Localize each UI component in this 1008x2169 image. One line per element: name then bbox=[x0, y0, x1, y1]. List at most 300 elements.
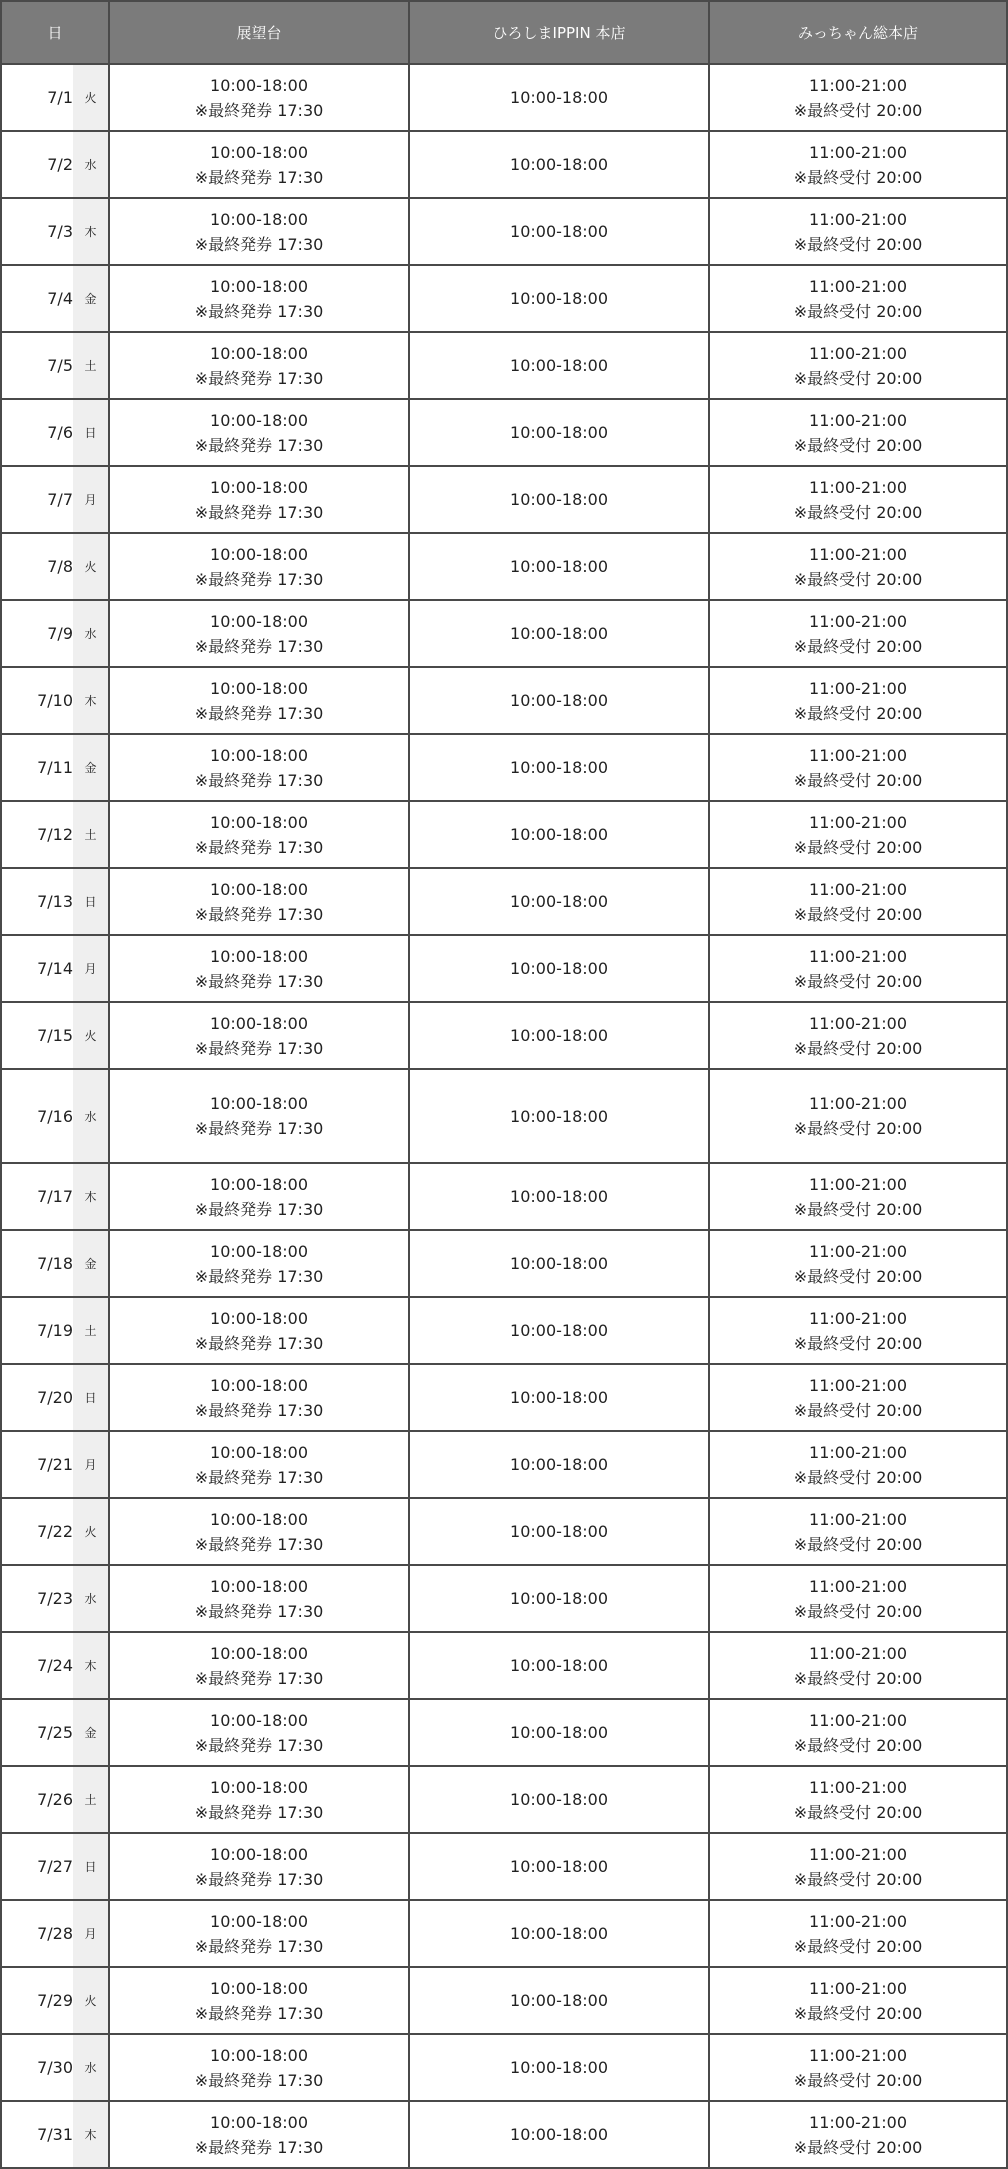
mitchan-last-order: ※最終受付 20:00 bbox=[793, 2137, 923, 2157]
observatory-last-ticket: ※最終発券 17:30 bbox=[194, 368, 324, 388]
mitchan-hours-cell bbox=[709, 1230, 1007, 1297]
table-row bbox=[1, 64, 1007, 131]
table-row bbox=[1, 1069, 1007, 1163]
ippin-hours-cell bbox=[409, 1297, 709, 1364]
mitchan-last-order: ※最終受付 20:00 bbox=[793, 837, 923, 857]
mitchan-last-order: ※最終受付 20:00 bbox=[793, 100, 923, 120]
weekday-cell: 月 bbox=[73, 935, 109, 1002]
mitchan-last-order: ※最終受付 20:00 bbox=[793, 1400, 923, 1420]
mitchan-last-order: ※最終受付 20:00 bbox=[793, 1534, 923, 1554]
observatory-hours: 10:00-18:00 bbox=[210, 343, 309, 363]
ippin-hours-cell bbox=[409, 1069, 709, 1163]
observatory-hours: 10:00-18:00 bbox=[210, 1442, 309, 1462]
weekday-cell: 土 bbox=[73, 1297, 109, 1364]
table-row bbox=[1, 399, 1007, 466]
ippin-hours: 10:00-18:00 bbox=[510, 892, 609, 911]
header-mitchan: みっちゃん総本店 bbox=[709, 1, 1007, 64]
ippin-hours-cell bbox=[409, 868, 709, 935]
observatory-hours-cell bbox=[109, 198, 409, 265]
observatory-hours: 10:00-18:00 bbox=[210, 1978, 309, 1998]
observatory-hours-cell bbox=[109, 1699, 409, 1766]
observatory-hours: 10:00-18:00 bbox=[210, 1911, 309, 1931]
header-ippin: ひろしまIPPIN 本店 bbox=[409, 1, 709, 64]
weekday-cell: 火 bbox=[73, 533, 109, 600]
ippin-hours-cell bbox=[409, 64, 709, 131]
mitchan-hours: 11:00-21:00 bbox=[809, 946, 908, 966]
date-cell: 7/11 bbox=[1, 734, 73, 801]
ippin-hours: 10:00-18:00 bbox=[510, 2058, 609, 2077]
table-row bbox=[1, 1364, 1007, 1431]
mitchan-hours: 11:00-21:00 bbox=[809, 745, 908, 765]
weekday-cell: 日 bbox=[73, 1833, 109, 1900]
ippin-hours: 10:00-18:00 bbox=[510, 691, 609, 710]
date-cell: 7/16 bbox=[1, 1069, 73, 1163]
mitchan-hours: 11:00-21:00 bbox=[809, 276, 908, 296]
observatory-hours-cell bbox=[109, 1833, 409, 1900]
observatory-hours: 10:00-18:00 bbox=[210, 477, 309, 497]
weekday-cell: 火 bbox=[73, 1002, 109, 1069]
ippin-hours-cell bbox=[409, 1364, 709, 1431]
mitchan-last-order: ※最終受付 20:00 bbox=[793, 301, 923, 321]
table-row bbox=[1, 2101, 1007, 2168]
table-row bbox=[1, 533, 1007, 600]
observatory-hours: 10:00-18:00 bbox=[210, 142, 309, 162]
observatory-hours-cell bbox=[109, 1163, 409, 1230]
date-cell: 7/4 bbox=[1, 265, 73, 332]
observatory-hours-cell bbox=[109, 466, 409, 533]
mitchan-hours-cell bbox=[709, 265, 1007, 332]
ippin-hours-cell bbox=[409, 734, 709, 801]
observatory-hours: 10:00-18:00 bbox=[210, 1094, 309, 1113]
table-row bbox=[1, 600, 1007, 667]
observatory-last-ticket: ※最終発券 17:30 bbox=[194, 1199, 324, 1219]
ippin-hours-cell bbox=[409, 1431, 709, 1498]
mitchan-hours: 11:00-21:00 bbox=[809, 1643, 908, 1663]
observatory-hours: 10:00-18:00 bbox=[210, 1013, 309, 1033]
observatory-last-ticket: ※最終発券 17:30 bbox=[194, 1735, 324, 1755]
mitchan-last-order: ※最終受付 20:00 bbox=[793, 1199, 923, 1219]
ippin-hours: 10:00-18:00 bbox=[510, 758, 609, 777]
observatory-last-ticket: ※最終発券 17:30 bbox=[194, 1936, 324, 1956]
observatory-hours-cell bbox=[109, 332, 409, 399]
ippin-hours-cell bbox=[409, 801, 709, 868]
ippin-hours: 10:00-18:00 bbox=[510, 1321, 609, 1340]
observatory-hours-cell bbox=[109, 265, 409, 332]
ippin-hours-cell bbox=[409, 1632, 709, 1699]
ippin-hours: 10:00-18:00 bbox=[510, 1026, 609, 1045]
observatory-hours: 10:00-18:00 bbox=[210, 946, 309, 966]
mitchan-hours-cell bbox=[709, 1632, 1007, 1699]
mitchan-hours-cell bbox=[709, 1565, 1007, 1632]
ippin-hours: 10:00-18:00 bbox=[510, 1455, 609, 1474]
mitchan-hours-cell bbox=[709, 868, 1007, 935]
ippin-hours-cell bbox=[409, 131, 709, 198]
date-cell: 7/20 bbox=[1, 1364, 73, 1431]
observatory-hours-cell bbox=[109, 1230, 409, 1297]
observatory-last-ticket: ※最終発券 17:30 bbox=[194, 1869, 324, 1889]
observatory-last-ticket: ※最終発券 17:30 bbox=[194, 1038, 324, 1058]
mitchan-hours: 11:00-21:00 bbox=[809, 1978, 908, 1998]
ippin-hours: 10:00-18:00 bbox=[510, 2125, 609, 2144]
weekday-cell: 火 bbox=[73, 1967, 109, 2034]
header-observatory: 展望台 bbox=[109, 1, 409, 64]
weekday-cell: 金 bbox=[73, 265, 109, 332]
table-row bbox=[1, 1565, 1007, 1632]
mitchan-hours: 11:00-21:00 bbox=[809, 1308, 908, 1328]
observatory-hours-cell bbox=[109, 1002, 409, 1069]
mitchan-hours: 11:00-21:00 bbox=[809, 1174, 908, 1194]
mitchan-last-order: ※最終受付 20:00 bbox=[793, 2003, 923, 2023]
mitchan-hours: 11:00-21:00 bbox=[809, 343, 908, 363]
ippin-hours: 10:00-18:00 bbox=[510, 356, 609, 375]
mitchan-hours: 11:00-21:00 bbox=[809, 1844, 908, 1864]
observatory-hours: 10:00-18:00 bbox=[210, 410, 309, 430]
ippin-hours: 10:00-18:00 bbox=[510, 825, 609, 844]
mitchan-last-order: ※最終受付 20:00 bbox=[793, 1936, 923, 1956]
mitchan-last-order: ※最終受付 20:00 bbox=[793, 167, 923, 187]
mitchan-hours: 11:00-21:00 bbox=[809, 1013, 908, 1033]
mitchan-last-order: ※最終受付 20:00 bbox=[793, 1735, 923, 1755]
mitchan-hours-cell bbox=[709, 399, 1007, 466]
mitchan-hours-cell bbox=[709, 1069, 1007, 1163]
mitchan-hours-cell bbox=[709, 1967, 1007, 2034]
mitchan-hours: 11:00-21:00 bbox=[809, 142, 908, 162]
table-row bbox=[1, 1230, 1007, 1297]
observatory-last-ticket: ※最終発券 17:30 bbox=[194, 301, 324, 321]
observatory-hours-cell bbox=[109, 1565, 409, 1632]
weekday-cell: 木 bbox=[73, 198, 109, 265]
observatory-last-ticket: ※最終発券 17:30 bbox=[194, 971, 324, 991]
observatory-hours-cell bbox=[109, 1498, 409, 1565]
observatory-hours: 10:00-18:00 bbox=[210, 1576, 309, 1596]
weekday-cell: 水 bbox=[73, 2034, 109, 2101]
table-row bbox=[1, 801, 1007, 868]
mitchan-hours-cell bbox=[709, 64, 1007, 131]
observatory-hours-cell bbox=[109, 131, 409, 198]
weekday-cell: 金 bbox=[73, 734, 109, 801]
observatory-last-ticket: ※最終発券 17:30 bbox=[194, 1668, 324, 1688]
observatory-last-ticket: ※最終発券 17:30 bbox=[194, 100, 324, 120]
table-row bbox=[1, 1297, 1007, 1364]
weekday-cell: 日 bbox=[73, 868, 109, 935]
ippin-hours-cell bbox=[409, 399, 709, 466]
ippin-hours: 10:00-18:00 bbox=[510, 1187, 609, 1206]
table-row bbox=[1, 1900, 1007, 1967]
ippin-hours: 10:00-18:00 bbox=[510, 557, 609, 576]
table-row bbox=[1, 332, 1007, 399]
ippin-hours: 10:00-18:00 bbox=[510, 959, 609, 978]
mitchan-hours: 11:00-21:00 bbox=[809, 544, 908, 564]
ippin-hours: 10:00-18:00 bbox=[510, 423, 609, 442]
date-cell: 7/18 bbox=[1, 1230, 73, 1297]
observatory-last-ticket: ※最終発券 17:30 bbox=[194, 1601, 324, 1621]
weekday-cell: 木 bbox=[73, 667, 109, 734]
observatory-hours-cell bbox=[109, 1069, 409, 1163]
mitchan-hours: 11:00-21:00 bbox=[809, 1375, 908, 1395]
ippin-hours: 10:00-18:00 bbox=[510, 1589, 609, 1608]
weekday-cell: 木 bbox=[73, 1632, 109, 1699]
observatory-hours-cell bbox=[109, 734, 409, 801]
ippin-hours: 10:00-18:00 bbox=[510, 1790, 609, 1809]
table-row bbox=[1, 2034, 1007, 2101]
mitchan-last-order: ※最終受付 20:00 bbox=[793, 770, 923, 790]
ippin-hours: 10:00-18:00 bbox=[510, 1723, 609, 1742]
observatory-last-ticket: ※最終発券 17:30 bbox=[194, 1802, 324, 1822]
weekday-cell: 土 bbox=[73, 1766, 109, 1833]
table-row bbox=[1, 466, 1007, 533]
mitchan-hours: 11:00-21:00 bbox=[809, 1241, 908, 1261]
ippin-hours-cell bbox=[409, 2034, 709, 2101]
date-cell: 7/10 bbox=[1, 667, 73, 734]
date-cell: 7/19 bbox=[1, 1297, 73, 1364]
date-cell: 7/29 bbox=[1, 1967, 73, 2034]
date-cell: 7/26 bbox=[1, 1766, 73, 1833]
mitchan-hours-cell bbox=[709, 332, 1007, 399]
observatory-hours-cell bbox=[109, 935, 409, 1002]
ippin-hours-cell bbox=[409, 1163, 709, 1230]
date-cell: 7/25 bbox=[1, 1699, 73, 1766]
observatory-hours: 10:00-18:00 bbox=[210, 1643, 309, 1663]
mitchan-last-order: ※最終受付 20:00 bbox=[793, 569, 923, 589]
mitchan-hours: 11:00-21:00 bbox=[809, 1576, 908, 1596]
date-cell: 7/24 bbox=[1, 1632, 73, 1699]
mitchan-hours-cell bbox=[709, 1163, 1007, 1230]
mitchan-hours-cell bbox=[709, 131, 1007, 198]
ippin-hours-cell bbox=[409, 667, 709, 734]
date-cell: 7/27 bbox=[1, 1833, 73, 1900]
mitchan-hours-cell bbox=[709, 1900, 1007, 1967]
ippin-hours: 10:00-18:00 bbox=[510, 222, 609, 241]
date-cell: 7/2 bbox=[1, 131, 73, 198]
observatory-last-ticket: ※最終発券 17:30 bbox=[194, 435, 324, 455]
observatory-hours-cell bbox=[109, 1967, 409, 2034]
date-cell: 7/13 bbox=[1, 868, 73, 935]
observatory-hours-cell bbox=[109, 399, 409, 466]
table-row bbox=[1, 265, 1007, 332]
observatory-last-ticket: ※最終発券 17:30 bbox=[194, 1467, 324, 1487]
observatory-last-ticket: ※最終発券 17:30 bbox=[194, 770, 324, 790]
mitchan-last-order: ※最終受付 20:00 bbox=[793, 971, 923, 991]
mitchan-last-order: ※最終受付 20:00 bbox=[793, 703, 923, 723]
observatory-hours-cell bbox=[109, 533, 409, 600]
observatory-last-ticket: ※最終発券 17:30 bbox=[194, 636, 324, 656]
mitchan-hours-cell bbox=[709, 801, 1007, 868]
mitchan-last-order: ※最終受付 20:00 bbox=[793, 636, 923, 656]
observatory-last-ticket: ※最終発券 17:30 bbox=[194, 904, 324, 924]
mitchan-last-order: ※最終受付 20:00 bbox=[793, 1601, 923, 1621]
mitchan-last-order: ※最終受付 20:00 bbox=[793, 1119, 923, 1138]
observatory-last-ticket: ※最終発券 17:30 bbox=[194, 1119, 324, 1138]
schedule-body bbox=[1, 64, 1007, 2168]
observatory-last-ticket: ※最終発券 17:30 bbox=[194, 167, 324, 187]
mitchan-hours: 11:00-21:00 bbox=[809, 1442, 908, 1462]
observatory-hours-cell bbox=[109, 1431, 409, 1498]
mitchan-hours-cell bbox=[709, 466, 1007, 533]
ippin-hours-cell bbox=[409, 1230, 709, 1297]
ippin-hours-cell bbox=[409, 1833, 709, 1900]
observatory-hours-cell bbox=[109, 2034, 409, 2101]
ippin-hours: 10:00-18:00 bbox=[510, 155, 609, 174]
mitchan-hours-cell bbox=[709, 1364, 1007, 1431]
mitchan-hours-cell bbox=[709, 1002, 1007, 1069]
ippin-hours: 10:00-18:00 bbox=[510, 624, 609, 643]
ippin-hours: 10:00-18:00 bbox=[510, 1991, 609, 2010]
table-row bbox=[1, 131, 1007, 198]
mitchan-hours: 11:00-21:00 bbox=[809, 678, 908, 698]
observatory-hours: 10:00-18:00 bbox=[210, 209, 309, 229]
observatory-hours-cell bbox=[109, 667, 409, 734]
date-cell: 7/17 bbox=[1, 1163, 73, 1230]
mitchan-last-order: ※最終受付 20:00 bbox=[793, 1038, 923, 1058]
observatory-last-ticket: ※最終発券 17:30 bbox=[194, 502, 324, 522]
date-cell: 7/21 bbox=[1, 1431, 73, 1498]
observatory-last-ticket: ※最終発券 17:30 bbox=[194, 569, 324, 589]
weekday-cell: 日 bbox=[73, 399, 109, 466]
date-cell: 7/22 bbox=[1, 1498, 73, 1565]
ippin-hours-cell bbox=[409, 1002, 709, 1069]
observatory-hours: 10:00-18:00 bbox=[210, 812, 309, 832]
ippin-hours-cell bbox=[409, 935, 709, 1002]
observatory-hours-cell bbox=[109, 1632, 409, 1699]
table-row bbox=[1, 1833, 1007, 1900]
date-cell: 7/9 bbox=[1, 600, 73, 667]
date-cell: 7/30 bbox=[1, 2034, 73, 2101]
observatory-hours-cell bbox=[109, 1900, 409, 1967]
mitchan-last-order: ※最終受付 20:00 bbox=[793, 368, 923, 388]
observatory-last-ticket: ※最終発券 17:30 bbox=[194, 1333, 324, 1353]
table-row bbox=[1, 1632, 1007, 1699]
mitchan-hours-cell bbox=[709, 2034, 1007, 2101]
ippin-hours-cell bbox=[409, 332, 709, 399]
mitchan-hours: 11:00-21:00 bbox=[809, 1777, 908, 1797]
observatory-hours: 10:00-18:00 bbox=[210, 1375, 309, 1395]
mitchan-hours-cell bbox=[709, 533, 1007, 600]
date-cell: 7/5 bbox=[1, 332, 73, 399]
ippin-hours: 10:00-18:00 bbox=[510, 88, 609, 107]
table-row bbox=[1, 1163, 1007, 1230]
mitchan-hours-cell bbox=[709, 600, 1007, 667]
header-row bbox=[1, 1, 1007, 64]
mitchan-hours: 11:00-21:00 bbox=[809, 812, 908, 832]
mitchan-last-order: ※最終受付 20:00 bbox=[793, 502, 923, 522]
observatory-hours: 10:00-18:00 bbox=[210, 1308, 309, 1328]
weekday-cell: 水 bbox=[73, 1565, 109, 1632]
date-cell: 7/15 bbox=[1, 1002, 73, 1069]
table-row bbox=[1, 1766, 1007, 1833]
ippin-hours-cell bbox=[409, 1498, 709, 1565]
mitchan-hours: 11:00-21:00 bbox=[809, 1710, 908, 1730]
table-row bbox=[1, 935, 1007, 1002]
date-cell: 7/14 bbox=[1, 935, 73, 1002]
observatory-hours-cell bbox=[109, 1766, 409, 1833]
table-row bbox=[1, 1431, 1007, 1498]
mitchan-last-order: ※最終受付 20:00 bbox=[793, 1333, 923, 1353]
table-row bbox=[1, 734, 1007, 801]
mitchan-last-order: ※最終受付 20:00 bbox=[793, 904, 923, 924]
weekday-cell: 木 bbox=[73, 1163, 109, 1230]
mitchan-last-order: ※最終受付 20:00 bbox=[793, 1869, 923, 1889]
header-day: 日 bbox=[1, 1, 109, 64]
ippin-hours: 10:00-18:00 bbox=[510, 1254, 609, 1273]
date-cell: 7/8 bbox=[1, 533, 73, 600]
ippin-hours-cell bbox=[409, 1967, 709, 2034]
ippin-hours-cell bbox=[409, 2101, 709, 2168]
ippin-hours: 10:00-18:00 bbox=[510, 289, 609, 308]
observatory-hours: 10:00-18:00 bbox=[210, 1777, 309, 1797]
table-row bbox=[1, 667, 1007, 734]
weekday-cell: 月 bbox=[73, 466, 109, 533]
observatory-last-ticket: ※最終発券 17:30 bbox=[194, 2070, 324, 2090]
observatory-last-ticket: ※最終発券 17:30 bbox=[194, 1266, 324, 1286]
date-cell: 7/23 bbox=[1, 1565, 73, 1632]
weekday-cell: 月 bbox=[73, 1900, 109, 1967]
mitchan-last-order: ※最終受付 20:00 bbox=[793, 435, 923, 455]
date-cell: 7/1 bbox=[1, 64, 73, 131]
observatory-hours: 10:00-18:00 bbox=[210, 2045, 309, 2065]
date-cell: 7/12 bbox=[1, 801, 73, 868]
date-cell: 7/28 bbox=[1, 1900, 73, 1967]
observatory-hours: 10:00-18:00 bbox=[210, 1710, 309, 1730]
observatory-last-ticket: ※最終発券 17:30 bbox=[194, 2137, 324, 2157]
observatory-hours-cell bbox=[109, 868, 409, 935]
ippin-hours-cell bbox=[409, 1900, 709, 1967]
ippin-hours-cell bbox=[409, 198, 709, 265]
mitchan-hours: 11:00-21:00 bbox=[809, 1509, 908, 1529]
mitchan-hours: 11:00-21:00 bbox=[809, 2112, 908, 2132]
observatory-hours: 10:00-18:00 bbox=[210, 1844, 309, 1864]
observatory-hours: 10:00-18:00 bbox=[210, 75, 309, 95]
table-row bbox=[1, 868, 1007, 935]
observatory-hours: 10:00-18:00 bbox=[210, 879, 309, 899]
ippin-hours-cell bbox=[409, 533, 709, 600]
mitchan-hours-cell bbox=[709, 1297, 1007, 1364]
ippin-hours: 10:00-18:00 bbox=[510, 490, 609, 509]
observatory-hours-cell bbox=[109, 1364, 409, 1431]
mitchan-hours-cell bbox=[709, 734, 1007, 801]
mitchan-hours: 11:00-21:00 bbox=[809, 1911, 908, 1931]
observatory-hours: 10:00-18:00 bbox=[210, 544, 309, 564]
observatory-last-ticket: ※最終発券 17:30 bbox=[194, 2003, 324, 2023]
ippin-hours: 10:00-18:00 bbox=[510, 1522, 609, 1541]
table-row bbox=[1, 1498, 1007, 1565]
ippin-hours: 10:00-18:00 bbox=[510, 1388, 609, 1407]
observatory-last-ticket: ※最終発券 17:30 bbox=[194, 234, 324, 254]
weekday-cell: 水 bbox=[73, 131, 109, 198]
mitchan-hours-cell bbox=[709, 1498, 1007, 1565]
observatory-hours: 10:00-18:00 bbox=[210, 2112, 309, 2132]
weekday-cell: 水 bbox=[73, 600, 109, 667]
mitchan-last-order: ※最終受付 20:00 bbox=[793, 234, 923, 254]
observatory-hours-cell bbox=[109, 1297, 409, 1364]
weekday-cell: 土 bbox=[73, 332, 109, 399]
date-cell: 7/6 bbox=[1, 399, 73, 466]
observatory-hours: 10:00-18:00 bbox=[210, 678, 309, 698]
weekday-cell: 日 bbox=[73, 1364, 109, 1431]
table-row bbox=[1, 1967, 1007, 2034]
mitchan-hours: 11:00-21:00 bbox=[809, 477, 908, 497]
mitchan-last-order: ※最終受付 20:00 bbox=[793, 1467, 923, 1487]
mitchan-hours-cell bbox=[709, 198, 1007, 265]
mitchan-hours-cell bbox=[709, 935, 1007, 1002]
mitchan-hours-cell bbox=[709, 667, 1007, 734]
mitchan-hours-cell bbox=[709, 1431, 1007, 1498]
observatory-hours: 10:00-18:00 bbox=[210, 1509, 309, 1529]
mitchan-hours: 11:00-21:00 bbox=[809, 75, 908, 95]
mitchan-last-order: ※最終受付 20:00 bbox=[793, 1668, 923, 1688]
ippin-hours-cell bbox=[409, 1766, 709, 1833]
mitchan-hours-cell bbox=[709, 2101, 1007, 2168]
mitchan-hours-cell bbox=[709, 1833, 1007, 1900]
